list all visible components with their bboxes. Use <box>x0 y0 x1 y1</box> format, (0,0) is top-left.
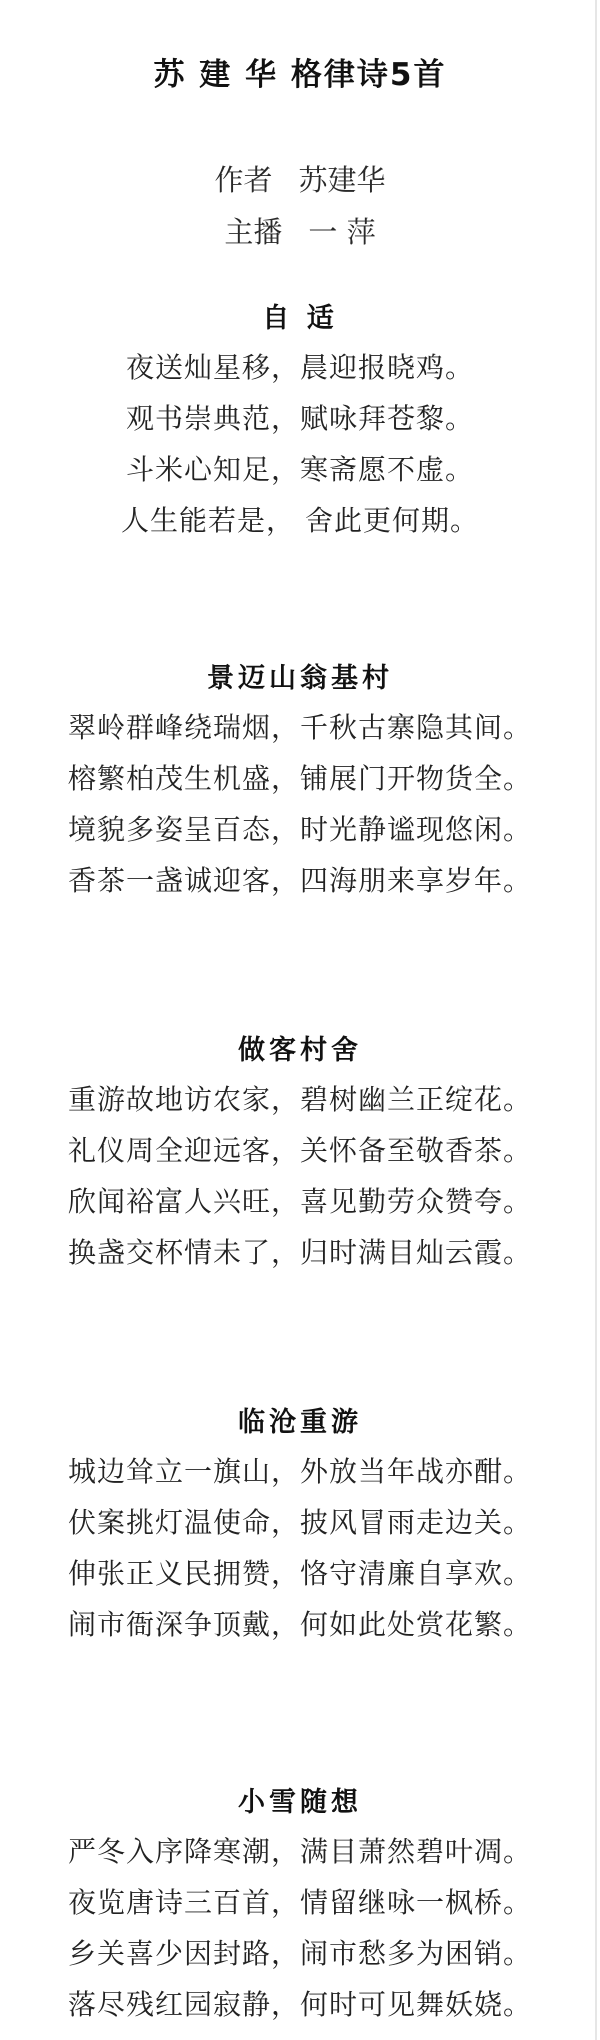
byline <box>0 154 600 258</box>
poem-title: 临沧重游 <box>238 1407 362 1438</box>
poem-line: 城边耸立一旗山，外放当年战亦酣。 <box>67 1455 532 1488</box>
poem <box>0 1780 600 2030</box>
poem-line: 人生能若是， 舍此更何期。 <box>121 504 479 537</box>
poem-title: 小雪随想 <box>238 1787 362 1818</box>
scroll-edge-divider <box>595 0 597 2040</box>
poem-line: 乡关喜少因封路，闹市愁多为困销。 <box>67 1937 532 1970</box>
poem-line: 落尽残红园寂静，何时可见舞妖娆。 <box>67 1988 532 2021</box>
poem-title: 做客村舍 <box>238 1035 362 1066</box>
poem-line: 翠岭群峰绕瑞烟，千秋古寨隐其间。 <box>67 711 532 744</box>
poem-line: 观书崇典范，赋咏拜苍黎。 <box>125 402 474 435</box>
author-label: 作者 <box>214 163 273 197</box>
author-line <box>0 154 600 206</box>
poem-line: 换盏交杯情未了，归时满目灿云霞。 <box>67 1236 532 1269</box>
poem <box>0 1400 600 1650</box>
author-name: 苏建华 <box>298 163 386 197</box>
poem-line: 境貌多姿呈百态，时光静谧现悠闲。 <box>67 813 532 846</box>
poem-title: 景迈山翁基村 <box>207 663 393 694</box>
poem-line: 夜览唐诗三百首，情留继咏一枫桥。 <box>67 1886 532 1919</box>
poem-line: 重游故地访农家，碧树幽兰正绽花。 <box>67 1083 532 1116</box>
poem-line: 斗米心知足，寒斋愿不虚。 <box>125 453 474 486</box>
poem-line: 欣闻裕富人兴旺，喜见勤劳众赞夸。 <box>67 1185 532 1218</box>
poem-line: 伏案挑灯温使命，披风冒雨走边关。 <box>67 1506 532 1539</box>
poem <box>0 656 600 906</box>
poem-line: 伸张正义民拥赞，恪守清廉自享欢。 <box>67 1557 532 1590</box>
poem-line: 香茶一盏诚迎客，四海朋来享岁年。 <box>67 864 532 897</box>
narrator-name: 一 萍 <box>308 215 376 249</box>
narrator-line <box>0 206 600 258</box>
poem-line: 礼仪周全迎远客，关怀备至敬香茶。 <box>67 1134 532 1167</box>
poem-line: 严冬入序降寒潮，满目萧然碧叶凋。 <box>67 1835 532 1868</box>
poem <box>0 1028 600 1278</box>
narrator-label: 主播 <box>224 215 283 249</box>
poem-line: 闹市衙深争顶戴，何如此处赏花繁。 <box>67 1608 532 1641</box>
poem-line: 夜送灿星移，晨迎报晓鸡。 <box>125 351 474 384</box>
poem <box>0 296 600 546</box>
poem-line: 榕繁柏茂生机盛，铺展门开物货全。 <box>67 762 532 795</box>
poem-title: 自 适 <box>262 303 338 334</box>
article-title: 苏 建 华 格律诗5首 <box>153 57 447 93</box>
